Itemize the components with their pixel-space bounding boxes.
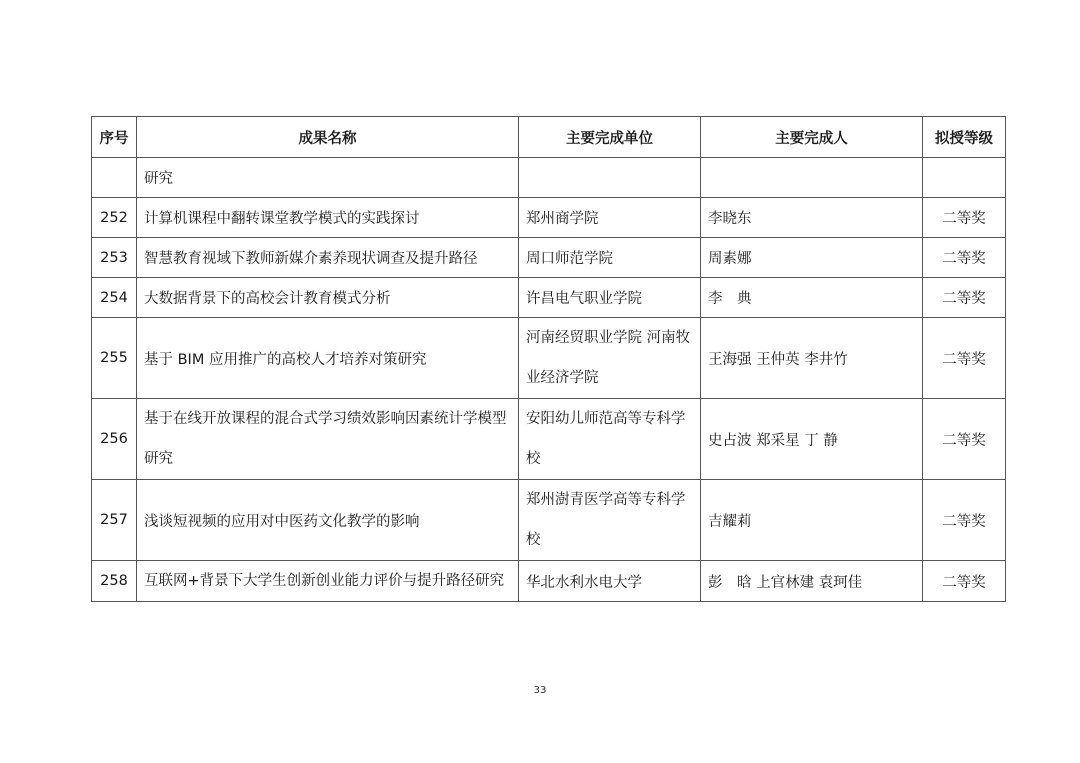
cell-num: 252 — [92, 198, 137, 238]
cell-level: 二等奖 — [923, 561, 1006, 602]
cell-unit: 周口师范学院 — [519, 238, 701, 278]
cell-num: 254 — [92, 278, 137, 318]
page-number: 33 — [533, 685, 547, 696]
cell-person: 吉耀莉 — [701, 480, 923, 561]
cell-level: 二等奖 — [923, 480, 1006, 561]
cell-name: 互联网+背景下大学生创新创业能力评价与提升路径研究 — [137, 561, 519, 602]
table-row — [92, 278, 1006, 318]
cell-level: 二等奖 — [923, 278, 1006, 318]
cell-name: 浅谈短视频的应用对中医药文化教学的影响 — [137, 480, 519, 561]
cell-person: 王海强 王仲英 李井竹 — [701, 318, 923, 399]
header-serial: 序号 — [92, 117, 137, 158]
table-row — [92, 238, 1006, 278]
table-header-row — [92, 117, 1006, 158]
cell-person: 彭 晗 上官林建 袁珂佳 — [701, 561, 923, 602]
cell-level — [923, 158, 1006, 198]
cell-unit: 郑州澍青医学高等专科学校 — [519, 480, 701, 561]
cell-person: 史占波 郑采星 丁 静 — [701, 399, 923, 480]
cell-level: 二等奖 — [923, 318, 1006, 399]
header-person: 主要完成人 — [701, 117, 923, 158]
cell-num: 255 — [92, 318, 137, 399]
cell-person: 李晓东 — [701, 198, 923, 238]
cell-num: 256 — [92, 399, 137, 480]
cell-unit: 郑州商学院 — [519, 198, 701, 238]
cell-unit: 华北水利水电大学 — [519, 561, 701, 602]
cell-name: 基于在线开放课程的混合式学习绩效影响因素统计学模型研究 — [137, 399, 519, 480]
cell-num — [92, 158, 137, 198]
cell-person: 周素娜 — [701, 238, 923, 278]
table-row — [92, 198, 1006, 238]
header-achievement-name: 成果名称 — [137, 117, 519, 158]
cell-level: 二等奖 — [923, 238, 1006, 278]
cell-num: 257 — [92, 480, 137, 561]
cell-name: 基于 BIM 应用推广的高校人才培养对策研究 — [137, 318, 519, 399]
cell-num: 258 — [92, 561, 137, 602]
cell-name: 研究 — [137, 158, 519, 198]
cell-name: 大数据背景下的高校会计教育模式分析 — [137, 278, 519, 318]
header-unit: 主要完成单位 — [519, 117, 701, 158]
cell-unit: 许昌电气职业学院 — [519, 278, 701, 318]
cell-level: 二等奖 — [923, 198, 1006, 238]
cell-unit: 河南经贸职业学院 河南牧业经济学院 — [519, 318, 701, 399]
cell-level: 二等奖 — [923, 399, 1006, 480]
cell-person: 李 典 — [701, 278, 923, 318]
cell-num: 253 — [92, 238, 137, 278]
table-row — [92, 318, 1006, 399]
table-row — [92, 158, 1006, 198]
awards-table — [91, 116, 1006, 602]
cell-name: 智慧教育视域下教师新媒介素养现状调查及提升路径 — [137, 238, 519, 278]
table-row — [92, 480, 1006, 561]
header-level: 拟授等级 — [923, 117, 1006, 158]
cell-name: 计算机课程中翻转课堂教学模式的实践探讨 — [137, 198, 519, 238]
cell-person — [701, 158, 923, 198]
cell-unit: 安阳幼儿师范高等专科学校 — [519, 399, 701, 480]
cell-unit — [519, 158, 701, 198]
table-row — [92, 561, 1006, 602]
table-row — [92, 399, 1006, 480]
